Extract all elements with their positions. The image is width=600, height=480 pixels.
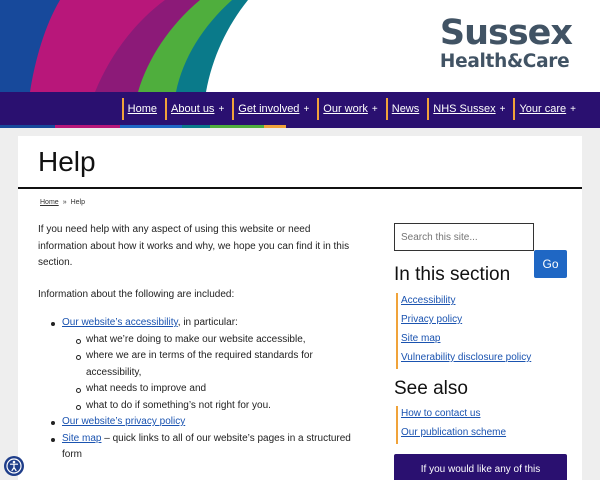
sidebar-item-publication-scheme [396,425,506,444]
accessibility-sub-list [62,332,358,415]
list-item [54,414,358,431]
expand-plus-icon[interactable]: + [218,103,225,115]
nav-item-label: Our work [323,103,368,115]
accessibility-icon [4,456,24,476]
privacy-policy-link[interactable]: Our website’s privacy policy [62,416,186,427]
sidebar-item-privacy-policy [396,312,531,331]
sidebar-item-vulnerability-disclosure [396,350,531,369]
nav-item-get-involved[interactable] [232,98,313,120]
in-this-section-list [396,293,531,369]
nav-item-about-us[interactable] [165,98,228,120]
list-item [54,431,358,464]
see-also-list [396,406,506,444]
sidebar-link[interactable]: Vulnerability disclosure policy [401,352,532,363]
included-paragraph: Information about the following are included: [38,288,235,300]
sidebar-link[interactable]: Privacy policy [401,314,463,325]
nav-items [118,98,580,120]
page-body [38,222,358,464]
sidebar-link[interactable]: Accessibility [401,295,456,306]
expand-plus-icon[interactable]: + [303,103,310,115]
list-item: what needs to improve and [78,381,358,398]
list-item-text: , in particular: [177,317,238,328]
list-item: where we are in terms of the required standards for accessibility, [78,348,358,381]
nav-item-your-care[interactable] [513,98,580,120]
page-title: Help [38,146,96,177]
main-nav [0,92,600,128]
list-item-text: – quick links to all of our website’s pages in a structured form [62,432,351,460]
sidebar-link[interactable]: Site map [401,333,441,344]
site-map-link[interactable]: Site map [62,432,102,444]
help-topics-list [38,315,358,464]
accessibility-link[interactable]: Our website’s accessibility [62,317,178,328]
alternative-formats-panel: If you would like any of this [394,454,567,480]
accessibility-tool-button[interactable] [4,456,24,476]
nav-item-label: About us [171,103,215,115]
nav-item-label: News [391,103,420,115]
sidebar-link[interactable]: How to contact us [401,408,481,419]
search-go-button[interactable]: Go [534,250,567,278]
list-item: what to do if something’s not right for you. [78,398,358,415]
expand-plus-icon[interactable]: + [570,103,576,115]
expand-plus-icon[interactable]: + [499,103,506,115]
see-also-heading: See also [394,378,468,399]
sidebar-item-accessibility [396,293,531,312]
logo-line-1: Sussex [439,13,572,53]
nav-item-label: Home [127,103,158,115]
main-content-card [18,136,582,480]
nav-item-home[interactable] [122,98,161,120]
sidebar-link[interactable]: Our publication scheme [401,427,507,438]
site-logo[interactable] [440,14,572,72]
nav-item-our-work[interactable] [317,98,381,120]
nav-item-news[interactable] [386,98,424,120]
sidebar-item-contact [396,406,506,425]
sidebar-item-site-map [396,331,531,350]
breadcrumb-current: Help [70,199,85,206]
search-input[interactable] [394,223,534,251]
nav-item-label: Your care [519,103,567,115]
in-this-section-heading: In this section [394,264,511,285]
breadcrumb-separator: » [62,199,67,206]
list-item: what we’re doing to make our website accessible, [78,332,358,349]
expand-plus-icon[interactable]: + [371,103,378,115]
nav-item-label: NHS Sussex [433,103,496,115]
nav-item-nhs-sussex[interactable] [427,98,509,120]
nav-item-label: Get involved [238,103,300,115]
brand-swoosh-graphic [0,0,260,92]
nav-color-stripe [0,125,600,128]
breadcrumb-home-link[interactable]: Home [40,199,59,206]
site-header [0,0,600,92]
intro-paragraph: If you need help with any aspect of using this website or need information about how it works and why, we hope you can find it in this section. [38,224,350,268]
breadcrumb [40,199,85,206]
list-item [54,315,358,414]
title-divider [18,187,582,189]
logo-line-2: Health&Care [439,51,570,72]
